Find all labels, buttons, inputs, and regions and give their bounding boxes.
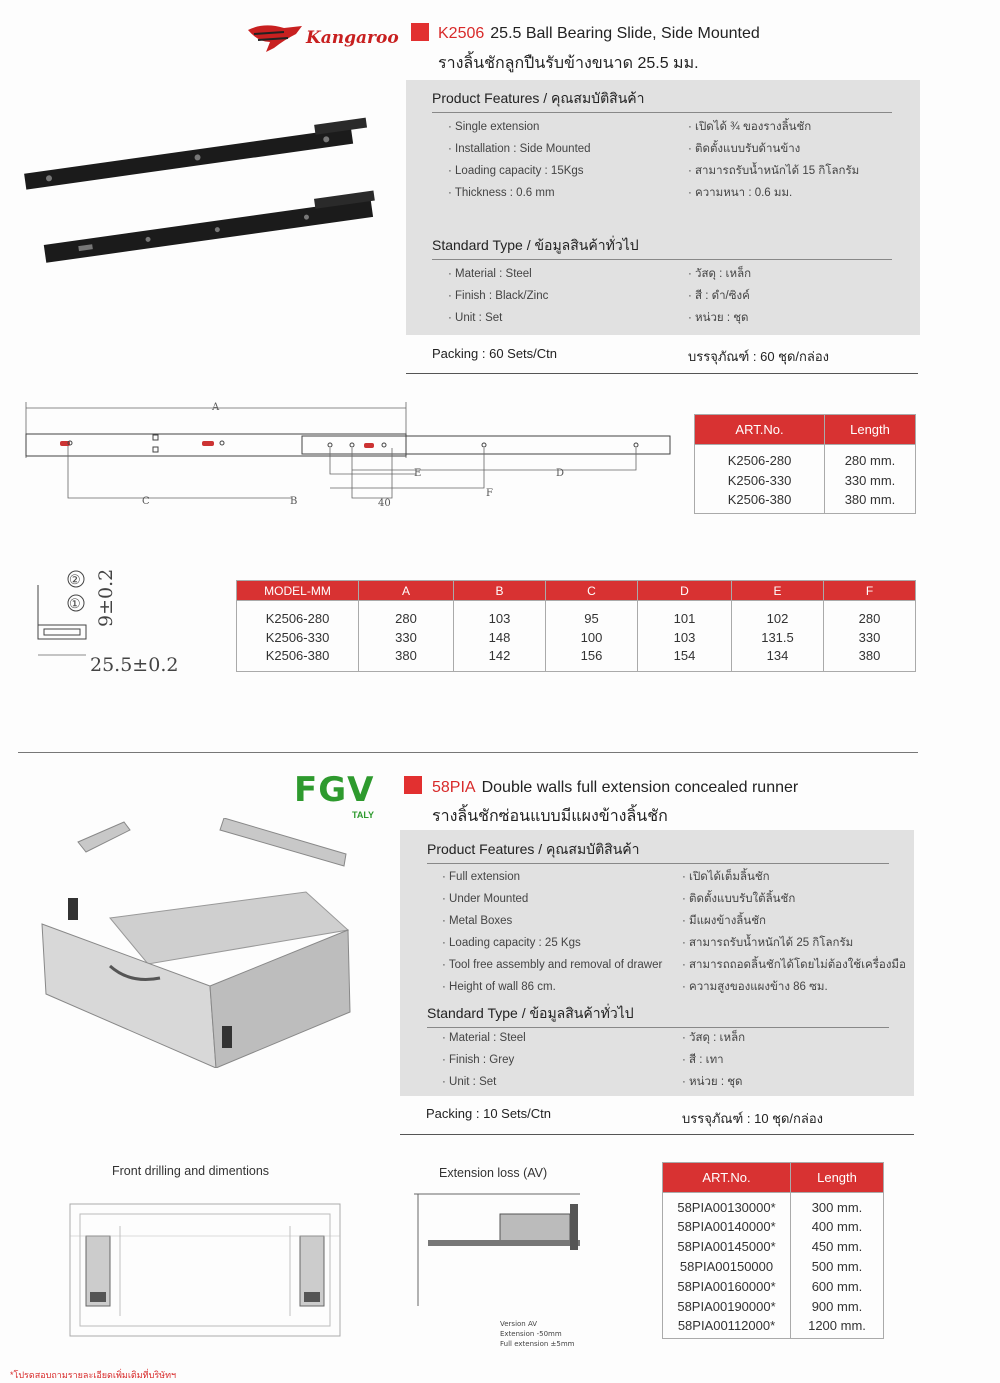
extension-loss-caption: Extension loss (AV) [439,1166,548,1180]
product-title-en: Double walls full extension concealed runner [481,779,799,796]
table-row [663,1297,884,1317]
col-e: E [732,581,824,601]
table-row [663,1257,884,1277]
standard-item: · สี : ดำ/ซิงค์ [688,285,751,307]
feature-item: · Metal Boxes [442,910,662,932]
feature-item: · Loading capacity : 25 Kgs [442,932,662,954]
table-cell: 400 mm. [791,1217,884,1237]
table-cell: 600 mm. [791,1277,884,1297]
feature-item: · ความสูงของแผงข้าง 86 ซม. [682,976,906,998]
product-code: K2506 [438,25,485,42]
table-row [695,491,916,514]
profile-width: 25.5±0.2 [90,654,179,676]
table-cell: 95 [546,601,638,628]
table-cell: 58PIA00160000* [663,1277,791,1297]
standard-item: · Finish : Grey [442,1049,526,1071]
standard-item: · Material : Steel [442,1027,526,1049]
standard-list-th [682,1027,745,1093]
slide-product-image [18,100,398,270]
table-cell: 300 mm. [791,1193,884,1217]
feature-item: · เปิดได้ ¾ ของรางลิ้นชัก [688,116,859,138]
feature-item: · สามารถถอดลิ้นชักได้โดยไม่ต้องใช้เครื่องมือ [682,954,906,976]
table-row [663,1193,884,1217]
footer-note: *โปรดสอบถามรายละเอียดเพิ่มเติมที่บริษัทฯ [10,1370,177,1380]
art-table-58pia [662,1162,884,1339]
feature-item: · สามารถรับน้ำหนักได้ 15 กิโลกรัม [688,160,859,182]
feature-item: · Single extension [448,116,591,138]
standard-heading: Standard Type / ข้อมูลสินค้าทั่วไป [427,1003,889,1028]
feature-item: · Thickness : 0.6 mm [448,182,591,204]
standard-list-en [442,1027,526,1093]
table-cell: 58PIA00140000* [663,1217,791,1237]
features-list-en [442,866,662,998]
standard-item: · วัสดุ : เหล็ก [682,1027,745,1049]
ext-note-3: Full extension ±5mm [500,1340,575,1346]
slide-dimension-diagram [22,398,682,510]
standard-item: · หน่วย : ชุด [688,307,751,329]
table-cell: 154 [638,647,732,672]
divider [406,373,918,374]
packing-th: บรรจุภัณฑ์ : 10 ชุด/กล่อง [682,1111,824,1126]
fgv-logo [294,770,384,824]
divider [400,1134,914,1135]
dim-label-40: 40 [378,498,391,509]
table-cell: 330 [359,627,454,647]
section1-marker [411,23,429,41]
drawer-product-image [38,818,358,1068]
section-divider [18,752,918,753]
dim-label-d: D [556,468,565,479]
table-cell: 450 mm. [791,1237,884,1257]
table-cell: K2506-280 [695,445,825,470]
col-b: B [454,581,546,601]
table-cell: 103 [454,601,546,628]
table-cell: 101 [638,601,732,628]
profile-height: 9±0.2 [95,568,117,627]
table-cell: 280 [824,601,916,628]
table-row [237,601,916,628]
section1-title [438,25,760,43]
standard-heading: Standard Type / ข้อมูลสินค้าทั่วไป [432,235,892,260]
table-cell: 134 [732,647,824,672]
feature-item: · ติดตั้งแบบรับใต้ลิ้นชัก [682,888,906,910]
feature-item: · Full extension [442,866,662,888]
table-cell: 58PIA00150000 [663,1257,791,1277]
feature-item: · Tool free assembly and removal of drawer [442,954,662,976]
mark-2: ② [69,573,81,588]
table-cell: K2506-330 [237,627,359,647]
standard-item: · Unit : Set [448,307,548,329]
ext-note-1: Version AV [500,1320,538,1328]
table-cell: 330 mm. [825,469,916,491]
dim-label-f: F [486,488,493,499]
standard-item: · วัสดุ : เหล็ก [688,263,751,285]
ext-note-2: Extension -50mm [500,1330,562,1338]
feature-item: · สามารถรับน้ำหนักได้ 25 กิโลกรัม [682,932,906,954]
features-list-en [448,116,591,204]
fgv-wordmark: FGV [294,770,375,810]
standard-item: · Unit : Set [442,1071,526,1093]
table-row [237,627,916,647]
slide-profile-drawing [30,545,220,680]
table-cell: 380 mm. [825,491,916,514]
spec-table-k2506 [236,580,916,672]
standard-item: · Finish : Black/Zinc [448,285,548,307]
table-cell: 58PIA00145000* [663,1237,791,1257]
feature-item: · ความหนา : 0.6 มม. [688,182,859,204]
packing-en: Packing : 60 Sets/Ctn [432,346,558,361]
table-cell: K2506-380 [237,647,359,672]
art-table-k2506 [694,414,916,514]
length-header: Length [791,1163,884,1193]
standard-item: · หน่วย : ชุด [682,1071,745,1093]
table-cell: 148 [454,627,546,647]
features-list-th [682,866,906,998]
dim-label-b: B [290,496,298,507]
table-cell: 103 [638,627,732,647]
table-cell: 900 mm. [791,1297,884,1317]
kangaroo-logo [244,18,399,58]
table-cell: 100 [546,627,638,647]
dim-label-a: A [212,402,220,413]
standard-list-en [448,263,548,329]
feature-item: · Under Mounted [442,888,662,910]
packing-th: บรรจุภัณฑ์ : 60 ชุด/กล่อง [688,349,830,364]
section2-marker [404,776,422,794]
table-cell: 380 [824,647,916,672]
col-f: F [824,581,916,601]
packing-en: Packing : 10 Sets/Ctn [426,1106,552,1121]
table-cell: 1200 mm. [791,1317,884,1339]
table-cell: 380 [359,647,454,672]
standard-item: · สี : เทา [682,1049,745,1071]
standard-item: · Material : Steel [448,263,548,285]
table-cell: 280 mm. [825,445,916,470]
table-cell: 102 [732,601,824,628]
table-cell: 156 [546,647,638,672]
fgv-sub: TALY [352,810,375,820]
table-row [695,469,916,491]
mark-1: ① [69,597,81,612]
features-heading: Product Features / คุณสมบัติสินค้า [432,88,892,113]
col-model: MODEL-MM [237,581,359,601]
col-c: C [546,581,638,601]
table-cell: 500 mm. [791,1257,884,1277]
table-cell: 58PIA00190000* [663,1297,791,1317]
table-cell: 58PIA00130000* [663,1193,791,1217]
table-cell: 131.5 [732,627,824,647]
table-cell: K2506-280 [237,601,359,628]
table-cell: 58PIA00112000* [663,1317,791,1339]
table-row [663,1237,884,1257]
features-heading: Product Features / คุณสมบัติสินค้า [427,839,889,864]
product-title-th: รางลิ้นชักซ่อนแบบมีแผงข้างลิ้นชัก [432,808,668,825]
col-a: A [359,581,454,601]
product-code: 58PIA [432,779,476,796]
table-row [663,1317,884,1339]
kangaroo-wordmark: Kangaroo [306,28,399,48]
art-header: ART.No. [663,1163,791,1193]
table-row [663,1277,884,1297]
product-title-th: รางลิ้นชักลูกปืนรับข้างขนาด 25.5 มม. [438,55,699,72]
art-header: ART.No. [695,415,825,445]
dim-label-c: C [142,496,150,507]
table-cell: 142 [454,647,546,672]
table-cell: 330 [824,627,916,647]
table-row [237,647,916,672]
standard-list-th [688,263,751,329]
table-cell: K2506-330 [695,469,825,491]
col-d: D [638,581,732,601]
feature-item: · เปิดได้เต็มลิ้นชัก [682,866,906,888]
front-drilling-drawing [60,1196,350,1346]
section2-title [432,779,798,797]
table-row [695,445,916,470]
feature-item: · Installation : Side Mounted [448,138,591,160]
front-drilling-caption: Front drilling and dimentions [112,1164,270,1178]
table-cell: 280 [359,601,454,628]
table-cell: K2506-380 [695,491,825,514]
dim-label-e: E [414,468,422,479]
feature-item: · ติดตั้งแบบรับด้านข้าง [688,138,859,160]
feature-item: · Height of wall 86 cm. [442,976,662,998]
feature-item: · มีแผงข้างลิ้นชัก [682,910,906,932]
features-list-th [688,116,859,204]
length-header: Length [825,415,916,445]
extension-loss-drawing [410,1186,590,1346]
table-row [663,1217,884,1237]
product-title-en: 25.5 Ball Bearing Slide, Side Mounted [490,25,760,42]
feature-item: · Loading capacity : 15Kgs [448,160,591,182]
